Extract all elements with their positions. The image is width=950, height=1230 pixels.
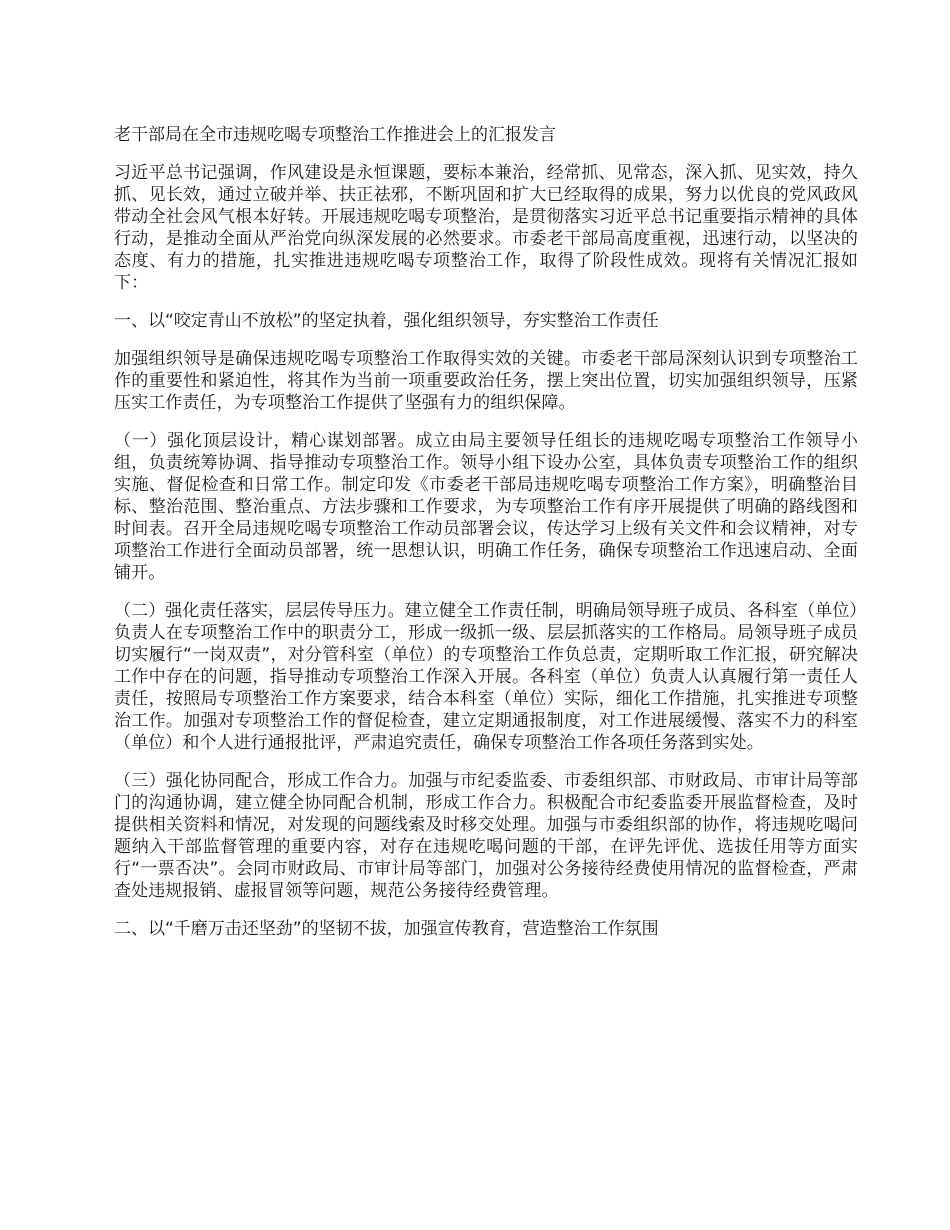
section-heading-1: 一、以“咬定青山不放松”的坚定执着，强化组织领导，夯实整治工作责任 [114, 311, 659, 331]
section-1-intro-paragraph: 加强组织领导是确保违规吃喝专项整治工作取得实效的关键。市委老干部局深刻认识到专项整治工作的重要性和紧迫性，将其作为当前一项重要政治任务，摆上突出位置，切实加强组织领导，压紧压实工作责任，为专项整治工作提供了坚强有力的组织保障。 [114, 349, 858, 413]
document-page [114, 124, 858, 956]
document-title: 老干部局在全市违规吃喝专项整治工作推进会上的汇报发言 [114, 125, 556, 145]
intro-paragraph: 习近平总书记强调，作风建设是永恒课题，要标本兼治，经常抓、见常态，深入抓、见实效，持久抓、见长效，通过立破并举、扶正祛邪，不断巩固和扩大已经取得的成果，努力以优良的党风政风带动全社会风气根本好转。开展违规吃喝专项整治，是贯彻落实习近平总书记重要指示精神的具体行动，是推动全面从严治党向纵深发展的必然要求。市委老干部局高度重视，迅速行动，以坚决的态度、有力的措施，扎实推进违规吃喝专项整治工作，取得了阶段性成效。现将有关情况汇报如下： [114, 163, 858, 293]
subsection-3-paragraph: （三）强化协同配合，形成工作合力。加强与市纪委监委、市委组织部、市财政局、市审计局等部门的沟通协调，建立健全协同配合机制，形成工作合力。积极配合市纪委监委开展监督检查，及时提供相关资料和情况，对发现的问题线索及时移交处理。加强与市委组织部的协作，将违规吃喝问题纳入干部监督管理的重要内容，对存在违规吃喝问题的干部，在评先评优、选拔任用等方面实行“一票否决”。会同市财政局、市审计局等部门，加强对公务接待经费使用情况的监督检查，严肃查处违规报销、虚报冒领等问题，规范公务接待经费管理。 [114, 771, 858, 901]
section-heading-2: 二、以“千磨万击还坚劲”的坚韧不拔，加强宣传教育，营造整治工作氛围 [114, 919, 659, 939]
subsection-2-paragraph: （二）强化责任落实，层层传导压力。建立健全工作责任制，明确局领导班子成员、各科室（单位）负责人在专项整治工作中的职责分工，形成一级抓一级、层层抓落实的工作格局。局领导班子成员切实履行“一岗双责”，对分管科室（单位）的专项整治工作负总责，定期听取工作汇报，研究解决工作中存在的问题，指导推动专项整治工作深入开展。各科室（单位）负责人认真履行第一责任人责任，按照局专项整治工作方案要求，结合本科室（单位）实际，细化工作措施，扎实推进专项整治工作。加强对专项整治工作的督促检查，建立定期通报制度，对工作进展缓慢、落实不力的科室（单位）和个人进行通报批评，严肃追究责任，确保专项整治工作各项任务落到实处。 [114, 601, 858, 753]
subsection-1-paragraph: （一）强化顶层设计，精心谋划部署。成立由局主要领导任组长的违规吃喝专项整治工作领导小组，负责统筹协调、指导推动专项整治工作。领导小组下设办公室，具体负责专项整治工作的组织实施、督促检查和日常工作。制定印发《市委老干部局违规吃喝专项整治工作方案》，明确整治目标、整治范围、整治重点、方法步骤和工作要求，为专项整治工作有序开展提供了明确的路线图和时间表。召开全局违规吃喝专项整治工作动员部署会议，传达学习上级有关文件和会议精神，对专项整治工作进行全面动员部署，统一思想认识，明确工作任务，确保专项整治工作迅速启动、全面铺开。 [114, 431, 858, 583]
